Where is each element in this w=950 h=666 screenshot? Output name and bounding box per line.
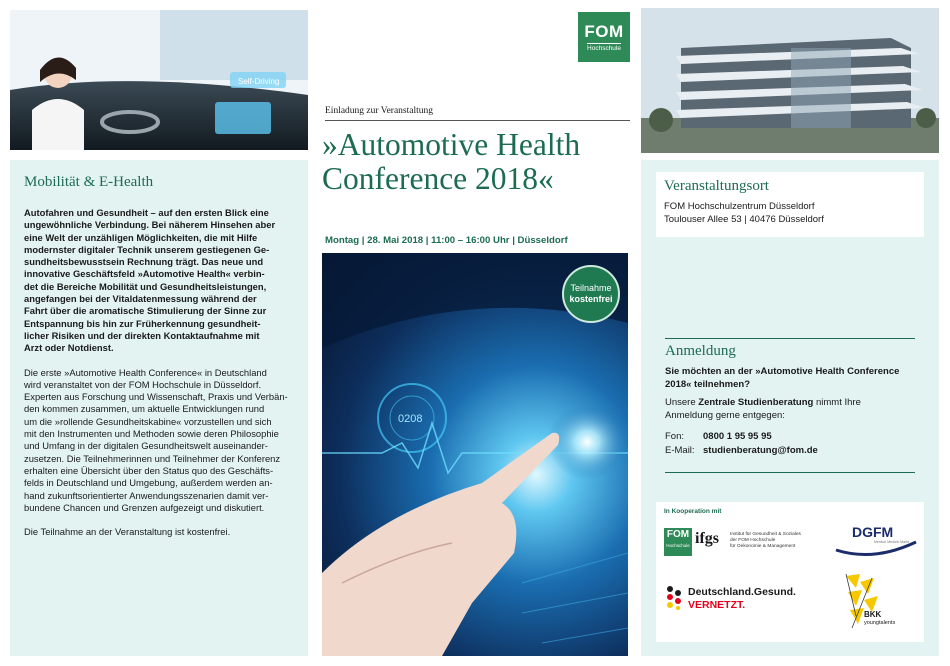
registration-text: [665, 397, 925, 422]
fom-logo: [578, 12, 630, 62]
body-line: mit den Instrumenten und Methoden sowie deren Philosophie: [24, 428, 279, 440]
body-paragraph: [24, 367, 294, 515]
body-line: wird veranstaltet von der FOM Hochschule in Düsseldorf.: [24, 378, 262, 390]
fom-small-logo-text: FOM: [666, 529, 690, 540]
driver-photo: [10, 10, 308, 150]
registration-divider-top: [665, 338, 915, 339]
intro-line: angefangen bei der Vitaldatenmessung während der: [24, 293, 257, 305]
intro-line: Entspannung bis hin zur Früherkennung gesundheit-: [24, 317, 261, 329]
fom-small-logo-subtext: Hochschule: [666, 543, 690, 548]
dgfm-logo: [834, 524, 918, 558]
fom-ifgs-logo: [664, 528, 814, 558]
deutschland-gesund-vernetzt-logo: [664, 578, 814, 618]
venue-heading: Veranstaltungsort: [664, 178, 769, 194]
body-line: Die erste »Automotive Health Conference« in Deutschland: [24, 366, 267, 378]
ifgs-logo-text: ifgs: [695, 530, 719, 547]
registration-text-part: Unsere: [665, 397, 699, 408]
bkk-logo-subtext: youngtalents: [864, 620, 896, 626]
venue-box: [656, 172, 924, 237]
intro-line: eine Welt der unzähligen Möglichkeiten, die mit Hilfe: [24, 231, 258, 243]
cooperation-box: [656, 502, 924, 642]
registration-heading: Anmeldung: [665, 343, 736, 359]
intro-line: Autofahren und Gesundheit – auf den ersten Blick eine: [24, 207, 269, 218]
ifgs-description-line: der FOM Hochschule: [730, 538, 776, 543]
ifgs-description-line: für Oekonomie & Management: [730, 544, 796, 549]
ifgs-description-line: Institut für Gesundheit & Soziales: [730, 532, 801, 537]
conference-title: [322, 128, 642, 196]
fom-logo-subtext: Hochschule: [587, 44, 621, 52]
intro-line: sundheitsbewusstsein Rechnung trägt. Das neue und: [24, 256, 264, 268]
registration-question: [665, 366, 925, 391]
intro-paragraph: [24, 207, 294, 355]
badge-line-1: Teilnahme: [570, 283, 612, 293]
dgfm-logo-text: DGFM: [852, 524, 894, 540]
badge-line-2: kostenfrei: [569, 294, 613, 304]
free-participation-badge: [562, 265, 620, 323]
closing-paragraph: Die Teilnahme an der Veranstaltung ist kostenfrei.: [24, 526, 231, 538]
bkk-youngtalents-logo: [842, 572, 912, 636]
intro-line: Fahrt über die aromatische Stimulierung der Sinne zur: [24, 305, 267, 317]
mobility-heading: Mobilität & E-Health: [24, 174, 154, 190]
intro-line: innovative Geschäftsfeld »Automotive Health« verbin-: [24, 268, 265, 280]
phone-number[interactable]: 0800 1 95 95 95: [703, 431, 772, 442]
intro-line: modernster digitaler Technik unserem gestiegenen Ge-: [24, 243, 270, 255]
bkk-logo-text: BKK: [864, 610, 882, 619]
mobility-panel: [10, 160, 308, 656]
body-line: hand zukunftsorientierter Anwendungsszenarien damit ver-: [24, 489, 269, 501]
venue-name: FOM Hochschulzentrum Düsseldorf: [664, 201, 815, 212]
invitation-divider: [325, 120, 630, 121]
invitation-label: Einladung zur Veranstaltung: [325, 106, 433, 116]
cooperation-title: In Kooperation mit: [664, 508, 722, 515]
body-line: erhalten eine Übersicht über den Status quo des Geschäfts-: [24, 464, 274, 476]
registration-question-line: Sie möchten an der »Automotive Health Conference: [665, 366, 900, 377]
phone-row: [665, 430, 925, 444]
intro-line: det die Bereiche Mobilität und Gesundheitsleistungen,: [24, 280, 267, 292]
registration-divider-bottom: [665, 472, 915, 473]
intro-line: ungewöhnliche Verbindung. Bei näherem Hinsehen aber: [24, 219, 276, 231]
body-line: um die »rollende Gesundheitskabine« vorzustellen und sich: [24, 415, 272, 427]
self-driving-hud-text: Self-Driving: [238, 77, 280, 86]
body-line: felds in Deutschland und Umgebung, außerdem werden an-: [24, 477, 273, 489]
fom-logo-text: FOM: [584, 21, 624, 41]
event-date-line: Montag | 28. Mai 2018 | 11:00 – 16:00 Uhr | Düsseldorf: [325, 235, 568, 246]
dg-logo-line-2: VERNETZT.: [688, 599, 746, 611]
email-row: [665, 444, 925, 458]
registration-block: [665, 343, 925, 458]
dg-logo-line-1: Deutschland.Gesund.: [688, 586, 796, 598]
body-line: zusetzen. Die Teilnehmerinnen und Teilnehmer der Konferenz: [24, 452, 281, 464]
email-address-link[interactable]: studienberatung@fom.de: [703, 445, 818, 456]
campus-building-photo: [641, 8, 939, 153]
registration-question-line: 2018« teilnehmen?: [665, 378, 751, 390]
dgfm-logo-subtext: Mensch Medizin Markt: [874, 540, 910, 544]
title-line-2: Conference 2018«: [322, 161, 554, 196]
body-line: und Umfang in der digitalen Gesundheitswelt auseinander-: [24, 440, 268, 452]
title-line-1: »Automotive Health: [322, 127, 581, 162]
registration-text-part: nimmt Ihre: [813, 397, 861, 408]
body-line: Experten aus Forschung und Wissenschaft, Praxis und Verbän-: [24, 391, 288, 403]
body-line: den kommen zusammen, um aktuelle Entwicklungen rund: [24, 403, 265, 415]
venue-address: Toulouser Allee 53 | 40476 Düsseldorf: [664, 213, 824, 225]
study-advisory-name: Zentrale Studienberatung: [698, 397, 814, 408]
intro-line: licher Risiken und der direkten Kontaktaufnahme mit: [24, 329, 260, 341]
email-label: E-Mail:: [665, 445, 695, 456]
body-line: bundene Chancen und Grenzen aufgezeigt und diskutiert.: [24, 501, 265, 513]
touchscreen-photo: [322, 253, 628, 656]
phone-label: Fon:: [665, 431, 685, 442]
registration-text-line: Anmeldung gerne entgegen:: [665, 409, 785, 421]
hud-readout-text: 0208: [398, 413, 423, 425]
intro-line: Arzt oder Notdienst.: [24, 342, 114, 354]
